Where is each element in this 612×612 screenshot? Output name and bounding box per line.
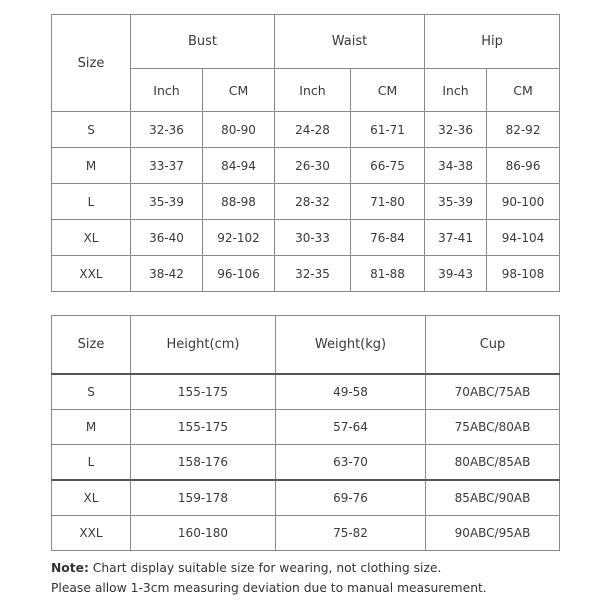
size-cell: M — [52, 410, 131, 445]
weight-cell: 57-64 — [276, 410, 426, 445]
bust-cm-cell: 92-102 — [203, 220, 275, 256]
table-row — [52, 220, 560, 256]
size-cell: XL — [52, 480, 131, 516]
weight-cell: 69-76 — [276, 480, 426, 516]
hip-header: Hip — [425, 15, 560, 69]
hip-cm-cell: 98-108 — [487, 256, 560, 292]
note-line-2: Please allow 1-3cm measuring deviation due to manual measurement. — [51, 581, 487, 595]
table-row — [52, 480, 560, 516]
table-row — [52, 374, 560, 410]
fit-table — [51, 315, 560, 551]
waist-inch-cell: 30-33 — [275, 220, 351, 256]
table-row — [52, 184, 560, 220]
table-row — [52, 112, 560, 148]
bust-inch-cell: 32-36 — [131, 112, 203, 148]
unit-header: CM — [487, 69, 560, 112]
cup-cell: 70ABC/75AB — [426, 374, 560, 410]
hip-inch-cell: 35-39 — [425, 184, 487, 220]
notes — [51, 558, 487, 598]
size-header: Size — [52, 316, 131, 375]
height-header: Height(cm) — [131, 316, 276, 375]
measurements-table — [51, 14, 560, 292]
note-text: Chart display suitable size for wearing, not clothing size. — [88, 561, 442, 575]
table-row — [52, 445, 560, 481]
hip-inch-cell: 34-38 — [425, 148, 487, 184]
waist-header: Waist — [275, 15, 425, 69]
cup-header: Cup — [426, 316, 560, 375]
height-cell: 160-180 — [131, 516, 276, 551]
hip-cm-cell: 86-96 — [487, 148, 560, 184]
cup-cell: 90ABC/95AB — [426, 516, 560, 551]
unit-header: Inch — [131, 69, 203, 112]
hip-cm-cell: 82-92 — [487, 112, 560, 148]
weight-cell: 49-58 — [276, 374, 426, 410]
hip-inch-cell: 37-41 — [425, 220, 487, 256]
size-cell: XXL — [52, 516, 131, 551]
waist-cm-cell: 66-75 — [351, 148, 425, 184]
size-cell: M — [52, 148, 131, 184]
weight-cell: 63-70 — [276, 445, 426, 481]
waist-inch-cell: 28-32 — [275, 184, 351, 220]
table-row — [52, 148, 560, 184]
bust-inch-cell: 38-42 — [131, 256, 203, 292]
waist-cm-cell: 71-80 — [351, 184, 425, 220]
hip-inch-cell: 39-43 — [425, 256, 487, 292]
height-cell: 159-178 — [131, 480, 276, 516]
weight-cell: 75-82 — [276, 516, 426, 551]
table-row — [52, 516, 560, 551]
hip-inch-cell: 32-36 — [425, 112, 487, 148]
bust-cm-cell: 88-98 — [203, 184, 275, 220]
size-cell: S — [52, 374, 131, 410]
weight-header: Weight(kg) — [276, 316, 426, 375]
height-cell: 155-175 — [131, 410, 276, 445]
bust-inch-cell: 35-39 — [131, 184, 203, 220]
waist-cm-cell: 81-88 — [351, 256, 425, 292]
size-header: Size — [52, 15, 131, 112]
fit-header-row — [52, 316, 560, 375]
note-label: Note: — [51, 561, 89, 575]
bust-cm-cell: 96-106 — [203, 256, 275, 292]
cup-cell: 85ABC/90AB — [426, 480, 560, 516]
unit-header: Inch — [275, 69, 351, 112]
hip-cm-cell: 90-100 — [487, 184, 560, 220]
unit-header: CM — [203, 69, 275, 112]
bust-inch-cell: 33-37 — [131, 148, 203, 184]
bust-header: Bust — [131, 15, 275, 69]
waist-cm-cell: 76-84 — [351, 220, 425, 256]
waist-cm-cell: 61-71 — [351, 112, 425, 148]
height-cell: 155-175 — [131, 374, 276, 410]
waist-inch-cell: 32-35 — [275, 256, 351, 292]
size-cell: S — [52, 112, 131, 148]
cup-cell: 75ABC/80AB — [426, 410, 560, 445]
size-cell: XL — [52, 220, 131, 256]
cup-cell: 80ABC/85AB — [426, 445, 560, 481]
size-cell: L — [52, 184, 131, 220]
measurements-group-header-row — [52, 15, 560, 69]
unit-header: CM — [351, 69, 425, 112]
waist-inch-cell: 24-28 — [275, 112, 351, 148]
waist-inch-cell: 26-30 — [275, 148, 351, 184]
hip-cm-cell: 94-104 — [487, 220, 560, 256]
unit-header: Inch — [425, 69, 487, 112]
size-cell: L — [52, 445, 131, 481]
bust-cm-cell: 80-90 — [203, 112, 275, 148]
table-row — [52, 256, 560, 292]
bust-cm-cell: 84-94 — [203, 148, 275, 184]
size-cell: XXL — [52, 256, 131, 292]
bust-inch-cell: 36-40 — [131, 220, 203, 256]
table-row — [52, 410, 560, 445]
note-line-1 — [51, 558, 487, 578]
height-cell: 158-176 — [131, 445, 276, 481]
